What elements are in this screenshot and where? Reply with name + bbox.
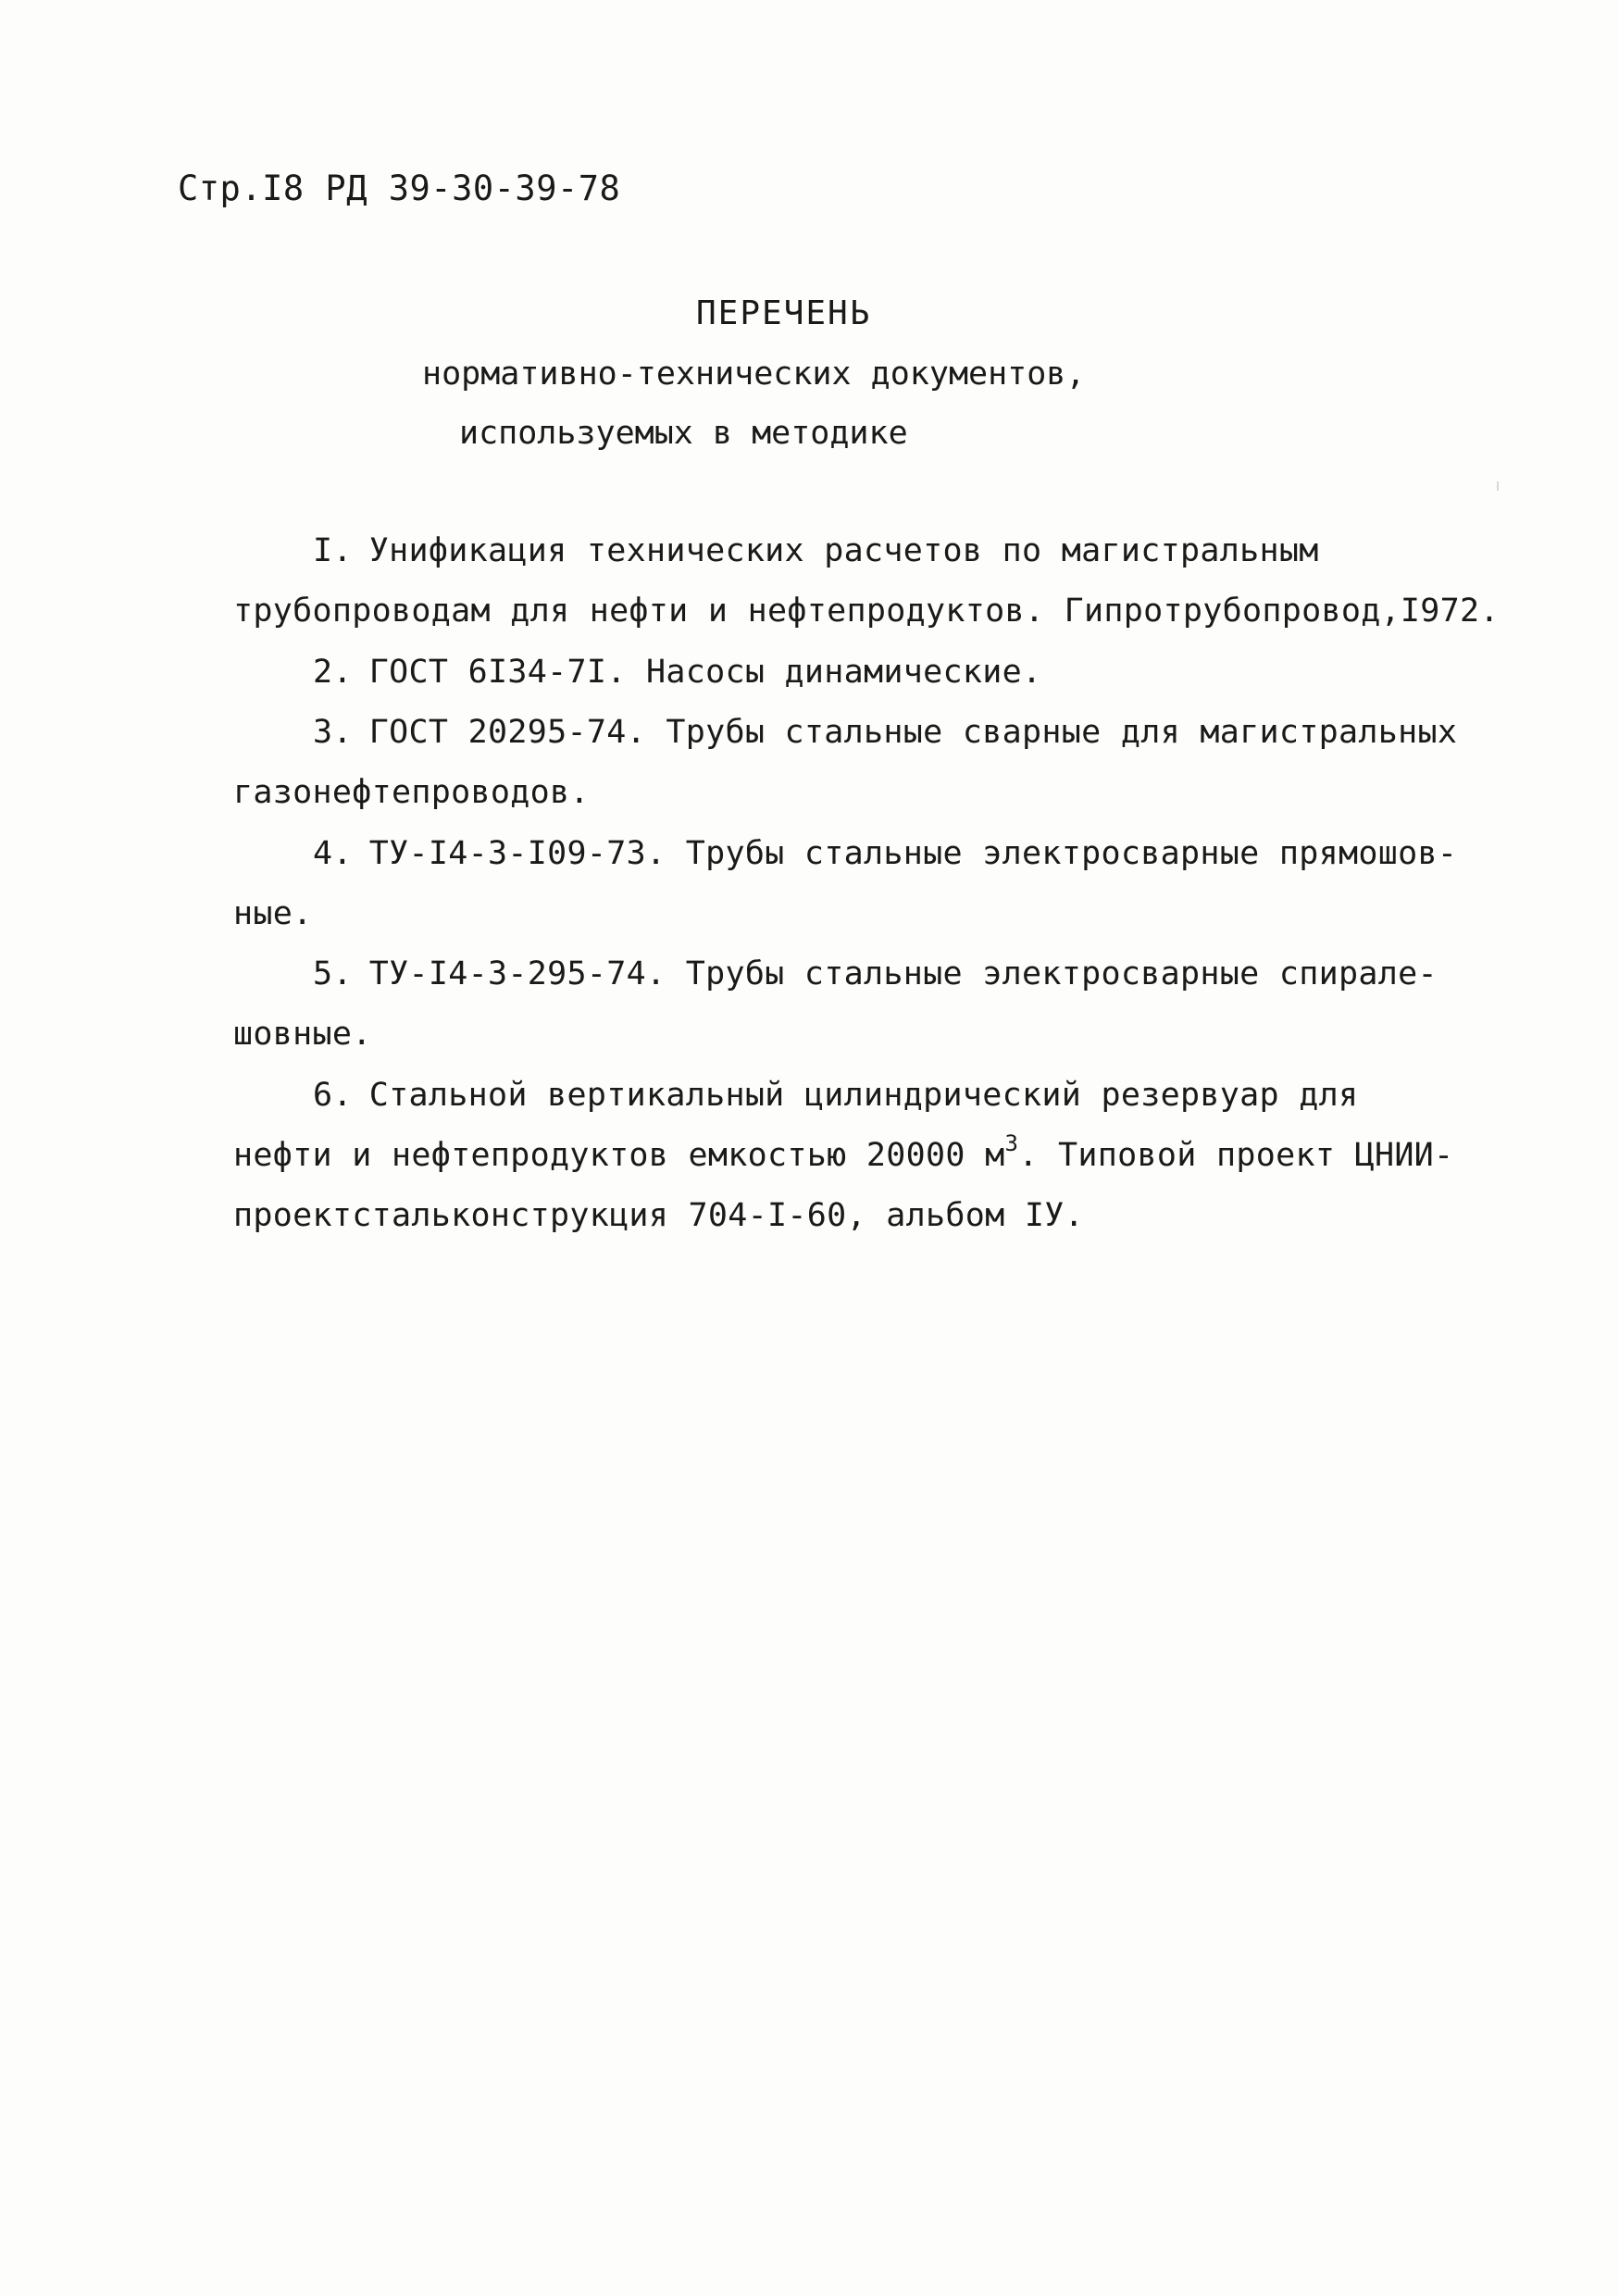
list-item-1-line1 — [313, 532, 1319, 569]
list-item-4-line2: ные. — [233, 895, 313, 932]
list-item-3-line1 — [313, 714, 1457, 751]
document-subtitle-line1: нормативно-технических документов, — [422, 356, 1086, 393]
list-item-text: ТУ-I4-3-I09-73. Трубы стальные электросварные прямошов- — [368, 835, 1458, 872]
list-item-5-line1 — [313, 955, 1438, 992]
list-item-4-line1 — [313, 835, 1457, 872]
list-item-number: 2. — [313, 654, 353, 691]
list-item-5-line2: шовные. — [233, 1016, 372, 1053]
list-item-text: Унификация технических расчетов по магистральным — [368, 532, 1319, 569]
list-item-number: 6. — [313, 1077, 353, 1114]
list-item-number: 5. — [313, 955, 353, 992]
superscript: 3 — [1004, 1130, 1019, 1156]
list-item-text: нефти и нефтепродуктов емкостью 20000 м — [233, 1137, 1005, 1174]
document-subtitle-line2: используемых в методике — [459, 415, 908, 452]
document-title: ПЕРЕЧЕНЬ — [696, 294, 872, 332]
list-item-number: 4. — [313, 835, 353, 872]
list-item-text: . Типовой проект ЦНИИ- — [1018, 1137, 1454, 1174]
scan-artifact — [1497, 481, 1499, 491]
list-item-6-line2 — [233, 1130, 1454, 1174]
list-item-text: ТУ-I4-3-295-74. Трубы стальные электросварные спирале- — [368, 955, 1438, 992]
list-item-2-line1 — [313, 654, 1041, 691]
list-item-1-line2: трубопроводам для нефти и нефтепродуктов. Гипротрубопровод,I972. — [233, 593, 1500, 630]
list-item-3-line2: газонефтепроводов. — [233, 774, 590, 811]
list-item-text: Стальной вертикальный цилиндрический резервуар для — [368, 1077, 1359, 1114]
list-item-6-line3: проектстальконструкция 704-I-60, альбом IУ. — [233, 1197, 1084, 1234]
list-item-text: ГОСТ 20295-74. Трубы стальные сварные для магистральных — [368, 714, 1458, 751]
list-item-6-line1 — [313, 1077, 1358, 1114]
list-item-number: 3. — [313, 714, 353, 751]
list-item-number: I. — [313, 532, 353, 569]
page-reference: Стр.I8 РД 39-30-39-78 — [178, 168, 621, 208]
list-item-text: ГОСТ 6I34-7I. Насосы динамические. — [368, 654, 1042, 691]
